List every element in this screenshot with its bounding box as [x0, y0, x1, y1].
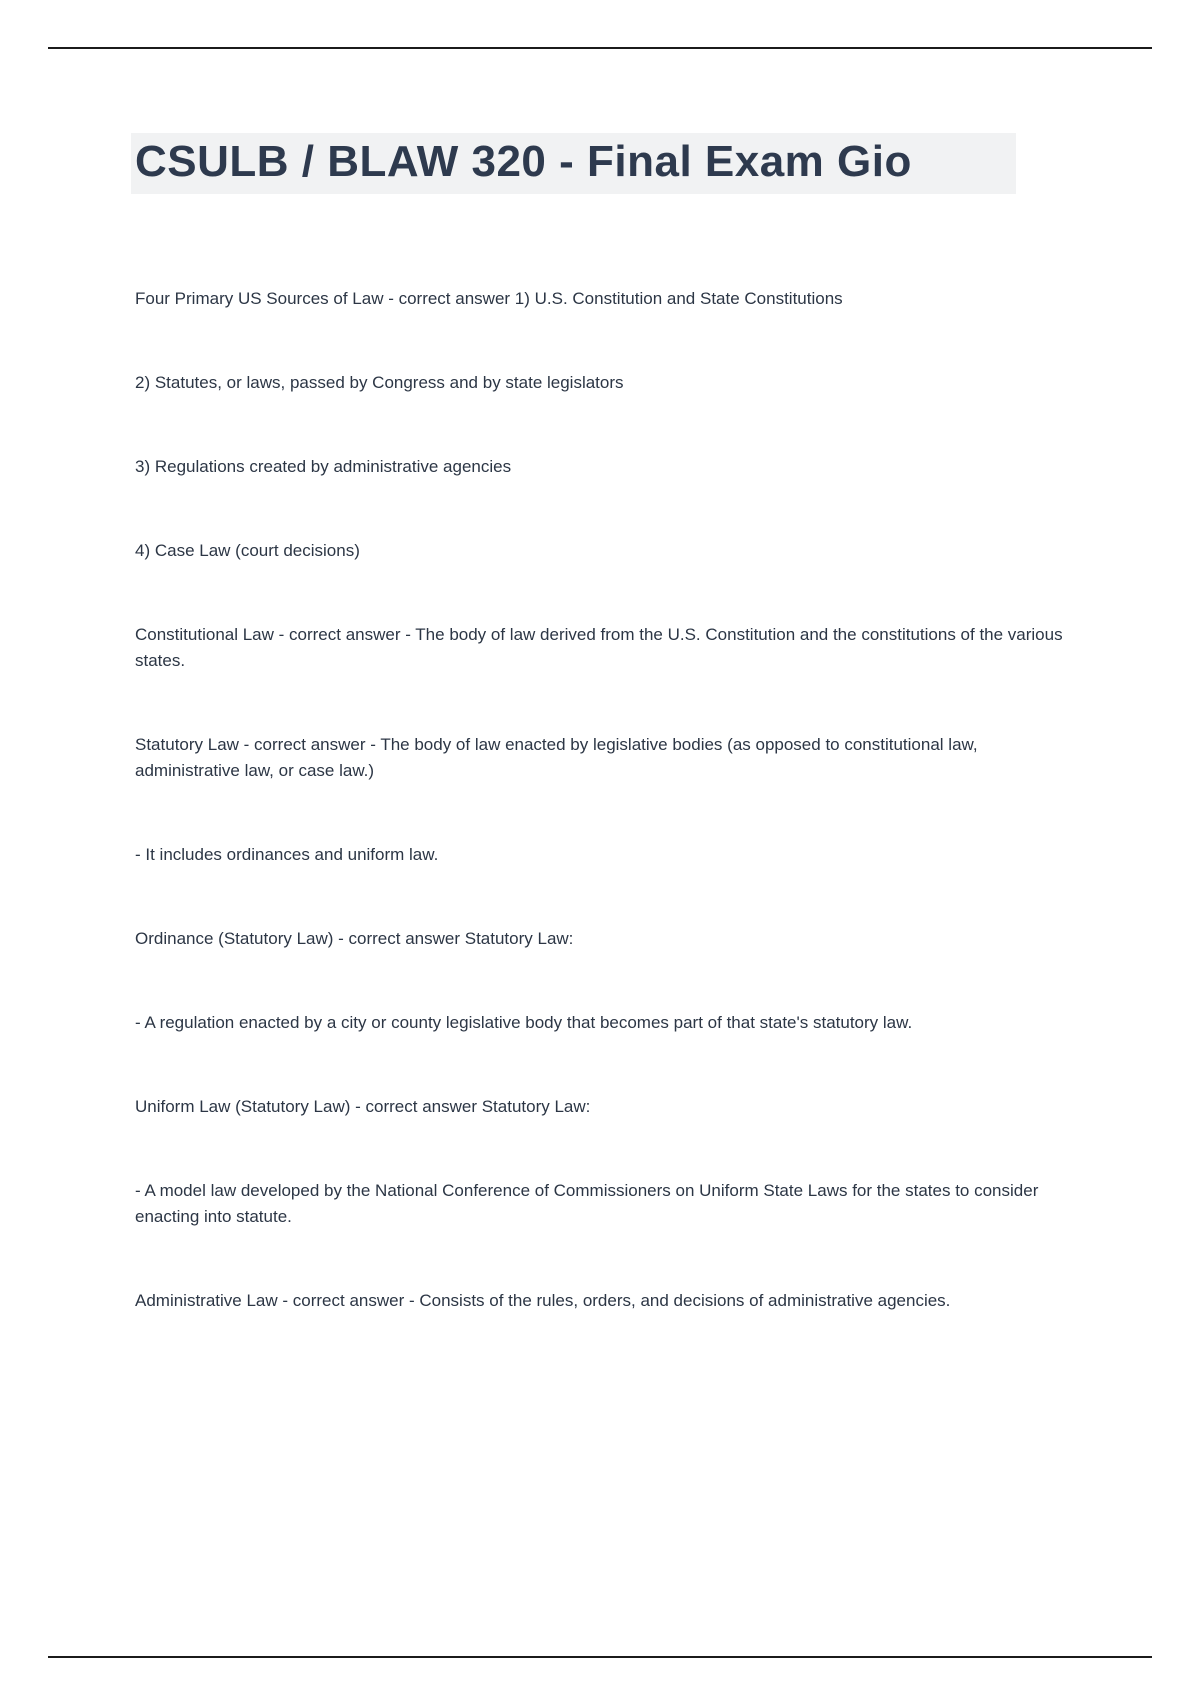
bottom-rule	[48, 1656, 1152, 1658]
paragraph: 4) Case Law (court decisions)	[135, 540, 360, 560]
paragraph: - A model law developed by the National Conference of Commissioners on Uniform State Laws for the states to consider enacting into statute.	[135, 1180, 1039, 1226]
paragraph: Statutory Law - correct answer - The body of law enacted by legislative bodies (as opposed to constitutional law, administrative law, or case law.)	[135, 734, 978, 780]
paragraph: - A regulation enacted by a city or county legislative body that becomes part of that state's statutory law.	[135, 1012, 913, 1032]
paragraph: 3) Regulations created by administrative agencies	[135, 456, 512, 476]
paragraph: Ordinance (Statutory Law) - correct answer Statutory Law:	[135, 928, 574, 948]
paragraph: Four Primary US Sources of Law - correct answer 1) U.S. Constitution and State Constitutions	[135, 288, 843, 308]
page-content	[135, 0, 1067, 1314]
page-title	[135, 133, 1067, 194]
paragraph: - It includes ordinances and uniform law.	[135, 844, 439, 864]
paragraph: Constitutional Law - correct answer - The body of law derived from the U.S. Constitution and the constitutions of the various states.	[135, 624, 1063, 670]
paragraph: Uniform Law (Statutory Law) - correct answer Statutory Law:	[135, 1096, 591, 1116]
paragraph: 2) Statutes, or laws, passed by Congress and by state legislators	[135, 372, 624, 392]
page-title-text: CSULB / BLAW 320 - Final Exam Gio	[131, 133, 1016, 194]
paragraph: Administrative Law - correct answer - Consists of the rules, orders, and decisions of administrative agencies.	[135, 1290, 951, 1310]
document-body	[135, 286, 1067, 1314]
